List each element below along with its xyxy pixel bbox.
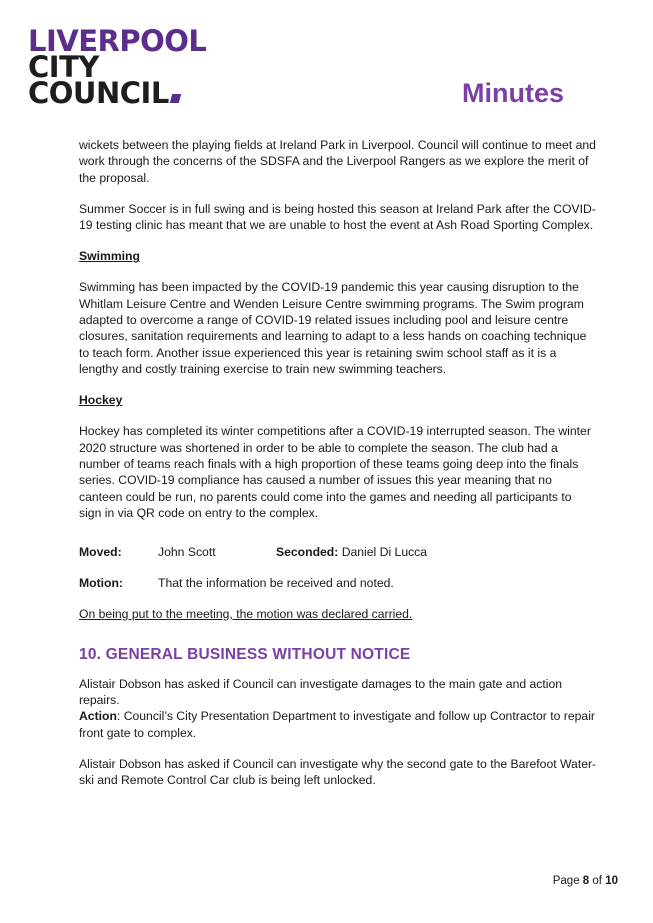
of-word: of [592,875,602,887]
seconded-name-text: Daniel Di Lucca [341,544,428,559]
moved-name: John Scott [158,544,216,559]
seconded-name [338,544,427,560]
logo-line-1: LIVERPOOL [28,24,207,58]
motion-row [79,575,597,591]
moved-row [79,544,597,560]
general-business-paragraph-1 [79,676,597,742]
moved-label: Moved: [79,544,122,559]
logo-line-3 [28,76,206,110]
document-type-label: Minutes [461,78,564,108]
section-title: GENERAL BUSINESS WITHOUT NOTICE [105,646,411,664]
logo-mark-icon [170,94,181,103]
action-text: : Council’s City Presentation Department to investigate and follow up Contractor to repair front gate to complex. [79,709,595,740]
page-total: 10 [605,875,618,887]
logo-line-3-text: COUNCIL [28,76,169,110]
section-heading [79,647,597,663]
seconded-label: Seconded: [276,544,339,559]
gb-request-1: Alistair Dobson has asked if Council can investigate damages to the main gate and action repairs. [79,676,563,707]
intro-paragraph-1: wickets between the playing fields at Ireland Park in Liverpool. Council will continue to meet and work through the concerns of the SDSFA and the Liverpool Rangers as we explore the merit of the proposal. [79,138,596,185]
swimming-paragraph: Swimming has been impacted by the COVID-19 pandemic this year causing disruption to the Whitlam Leisure Centre and Wenden Leisure Centre swimming programs. The Swim program adapted to overcome a range of COVID-19 related issues including pool and leisure centre closures, sanitation requirements and learning to adapt to a less hands on coaching technique to teach form. Another issue experienced this year is retaining swim school staff as it is a lengthy and costly training exercise to train new swimming teachers. [79,280,587,377]
general-business-paragraph-2: Alistair Dobson has asked if Council can investigate why the second gate to the Barefoot Water-ski and Remote Control Car club is being left unlocked. [79,756,597,788]
hockey-heading: Hockey [79,393,123,408]
logo-line-2: CITY [28,50,99,84]
motion-text: That the information be received and noted. [158,575,394,590]
document-body [79,137,597,803]
section-number: 10. [79,646,102,664]
action-label: Action [79,709,117,724]
swimming-heading: Swimming [79,249,140,264]
page-current: 8 [582,875,590,887]
motion-carried-statement: On being put to the meeting, the motion was declared carried. [79,606,413,621]
council-logo [28,24,207,110]
page-number [553,875,618,887]
intro-paragraph-2: Summer Soccer is in full swing and is being hosted this season at Ireland Park after the COVID-19 testing clinic has meant that we are unable to host the event at Ash Road Sporting Complex. [79,201,596,233]
page-word: Page [552,875,580,887]
motion-label: Motion: [79,575,123,590]
hockey-paragraph: Hockey has completed its winter competitions after a COVID-19 interrupted season. The winter 2020 structure was shortened in order to be able to complete the season. The club had a number of teams reach finals with a high proportion of these teams going deep into the finals series. COVID-19 compliance has caused a number of issues this year meaning that no canteen could be run, no parents could come into the games and needing all participants to sign in via QR code on entry to the complex. [79,424,591,521]
